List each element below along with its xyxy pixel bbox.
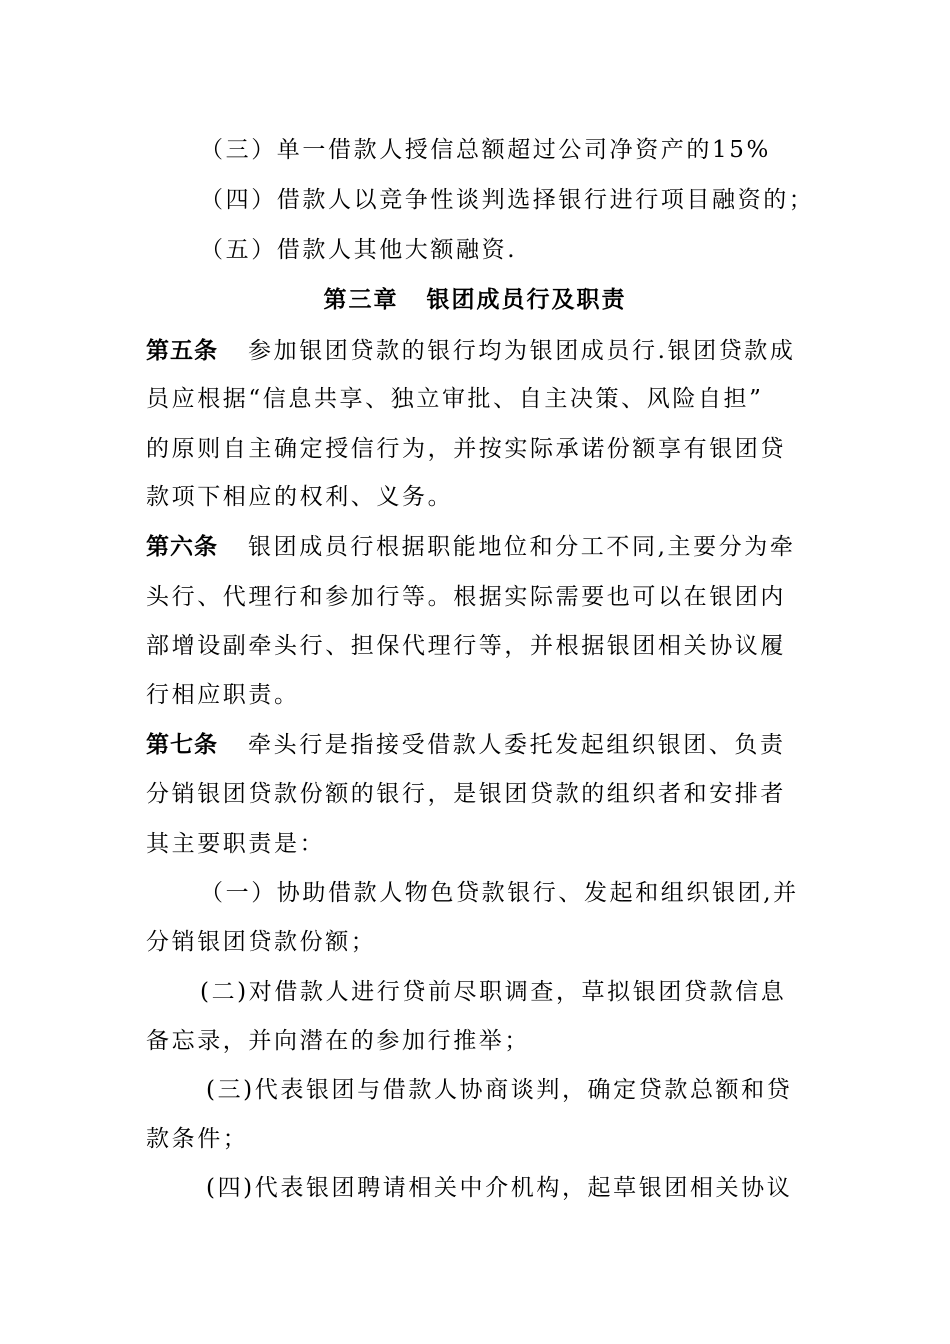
article-five-text-1: 参加银团贷款的银行均为银团成员行.银团贷款成	[248, 338, 796, 364]
duty-two-line-1: (二)对借款人进行贷前尽职调查，草拟银团贷款信息	[200, 979, 787, 1005]
article-five-line-3: 的原则自主确定授信行为，并按实际承诺份额享有银团贷	[146, 436, 786, 462]
article-five-line-4: 款项下相应的权利、义务。	[146, 484, 454, 510]
chapter-title: 银团成员行及职责	[426, 286, 627, 313]
article-six-line-3: 部增设副牵头行、担保代理行等，并根据银团相关协议履	[146, 633, 786, 659]
article-seven-label: 第七条	[146, 731, 218, 758]
article-six-label: 第六条	[146, 533, 218, 560]
clause-four: （四）借款人以竞争性谈判选择银行进行项目融资的；	[200, 187, 815, 213]
duty-four-line-1: (四)代表银团聘请相关中介机构，起草银团相关协议	[206, 1175, 793, 1201]
article-seven-line-3: 其主要职责是：	[146, 831, 326, 857]
clause-five: （五）借款人其他大额融资.	[200, 237, 518, 263]
duty-one-line-1: （一）协助借款人物色贷款银行、发起和组织银团,并	[200, 880, 799, 906]
duty-three-line-1: (三)代表银团与借款人协商谈判，确定贷款总额和贷	[206, 1077, 793, 1103]
article-seven-line-2: 分销银团贷款份额的银行，是银团贷款的组织者和安排者	[146, 781, 786, 807]
article-six-line-4: 行相应职责。	[146, 682, 300, 708]
duty-one-line-2: 分销银团贷款份额；	[146, 929, 377, 955]
chapter-heading	[0, 285, 950, 315]
duty-three-line-2: 款条件；	[146, 1126, 249, 1152]
article-five-line-2: 员应根据“信息共享、独立审批、自主决策、风险自担”	[146, 386, 764, 412]
chapter-number: 第三章	[323, 286, 399, 313]
duty-two-line-2: 备忘录，并向潜在的参加行推举；	[146, 1028, 530, 1054]
clause-three: （三）单一借款人授信总额超过公司净资产的15%	[200, 137, 771, 163]
article-five-line-1	[146, 336, 806, 366]
article-five-label: 第五条	[146, 337, 218, 364]
article-seven-text-1: 牵头行是指接受借款人委托发起组织银团、负责	[248, 732, 786, 758]
article-six-text-1: 银团成员行根据职能地位和分工不同,主要分为牵	[248, 534, 796, 560]
article-seven-line-1	[146, 730, 806, 760]
article-six-line-2: 头行、代理行和参加行等。根据实际需要也可以在银团内	[146, 584, 786, 610]
article-six-line-1	[146, 532, 806, 562]
